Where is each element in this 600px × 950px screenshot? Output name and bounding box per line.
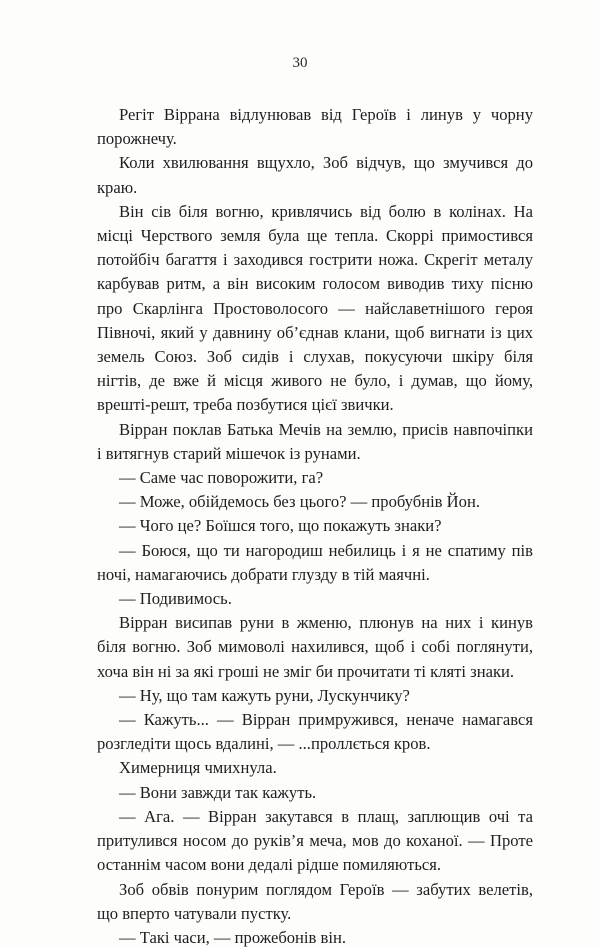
paragraph: Регіт Віррана відлунював від Героїв і линув у чорну порожнечу. [97, 105, 533, 149]
paragraph: — Такі часи, — прожебонів він. [119, 927, 347, 947]
paragraph: Він сів біля вогню, кривлячись від болю в колінах. На місці Черствого земля була ще тепла. Скоррі примостився потойбіч багаття і заходився гострити ножа. Скрегіт металу карбував ритм, а він високим голосом виводив тиху пісню про Скарлінга Простоволосого — найславетнішого героя Півночі, який у давнину об’єднав клани, щоб вигнати із цих земель Союз. Зоб сидів і слухав, покусуючи шкіру біля нігтів, де вже й місця живого не було, і думав, що йому, врешті-решт, треба позбутися цієї звички. [97, 201, 533, 415]
paragraph: — Боюся, що ти нагородиш небилиць і я не спатиму пів ночі, намагаючись добрати глузду в тій маячні. [97, 540, 533, 584]
paragraph: — Вони завжди так кажуть. [119, 782, 317, 802]
paragraph: Химерниця чмихнула. [119, 758, 277, 778]
paragraph: — Ага. — Віррaн закутався в плащ, заплющив очі та притулився носом до руків’я меча, мов до коханої. — Проте останнім часом вони дедалі рідше помиляються. [97, 806, 533, 875]
paragraph: — Кажуть... — Віррaн примружився, неначе намагався розгледіти щось вдалині, — ...проллється кров. [97, 710, 533, 754]
paragraph: Зоб обвів понурим поглядом Героїв — забутих велетів, що вперто чатували пустку. [97, 879, 533, 923]
paragraph: — Саме час поворожити, га? [119, 468, 324, 488]
paragraph: Віррaн поклав Батька Мечів на землю, присів навпочіпки і витягнув старий мішечок із рунами. [97, 419, 533, 463]
paragraph: — Чого це? Боїшся того, що покажуть знаки? [119, 516, 442, 536]
page-number: 30 [292, 55, 308, 71]
paragraph: Коли хвилювання вщухло, Зоб відчув, що змучився до краю. [97, 153, 533, 197]
paragraph: — Ну, що там кажуть руни, Лускунчику? [119, 685, 410, 705]
body-text [97, 103, 533, 950]
paragraph: — Подивимось. [119, 589, 232, 609]
paragraph: Віррaн висипав руни в жменю, плюнув на них і кинув біля вогню. Зоб мимоволі нахилився, щоб і собі поглянути, хоча він ні за які гроші не зміг би прочитати ті кляті знаки. [97, 613, 533, 681]
paragraph: — Може, обійдемось без цього? — пробубнів Йон. [119, 492, 480, 512]
